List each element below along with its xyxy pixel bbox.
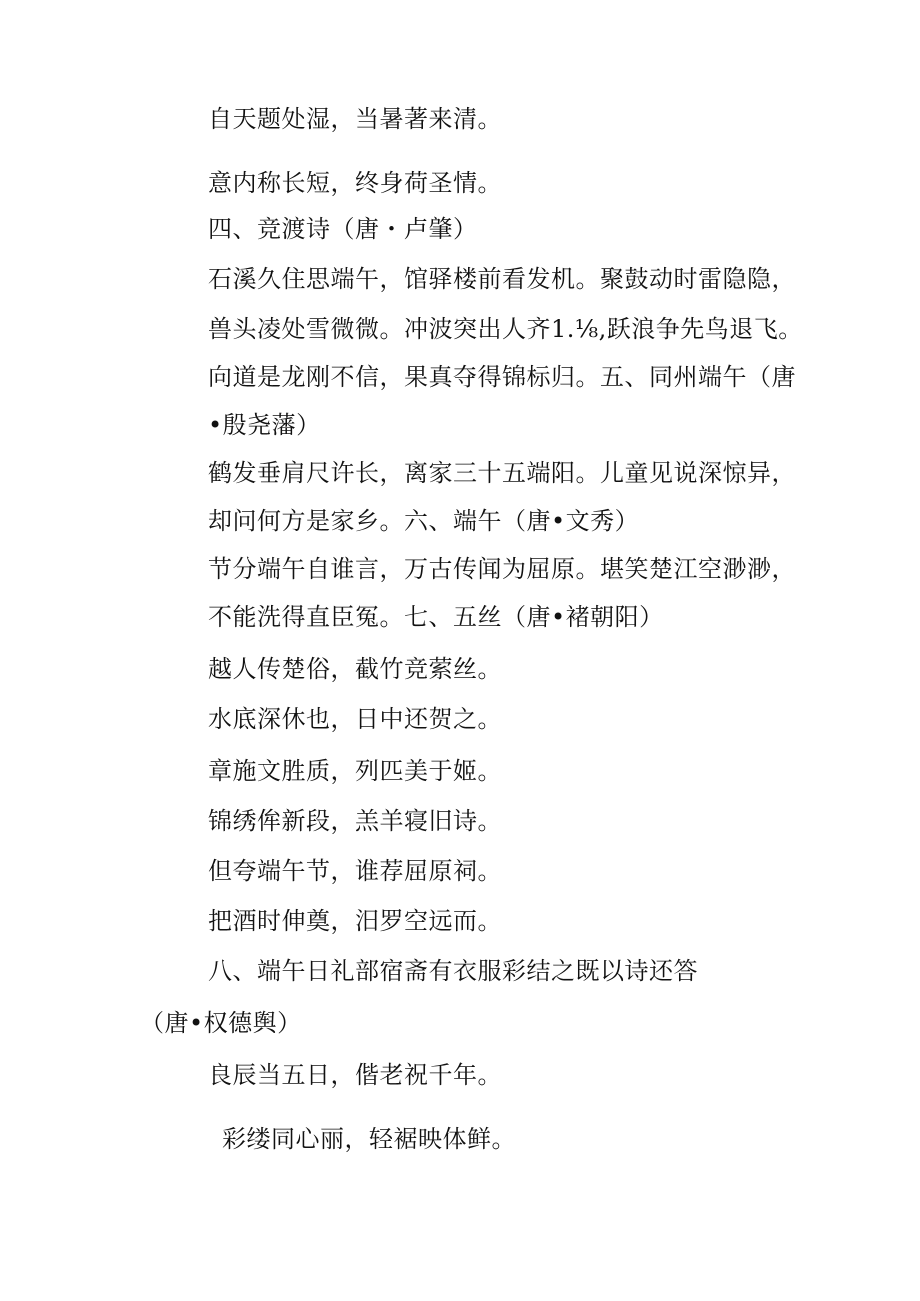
text-line: 章施文胜质，列匹美于姬。	[208, 757, 502, 785]
text-line: （唐•权德舆）	[140, 1009, 302, 1037]
text-line: 向道是龙刚不信，果真夺得锦标归。五、同州端午（唐	[208, 363, 796, 391]
text-line: 越人传楚俗，截竹竞萦丝。	[208, 655, 502, 683]
text-line: 石溪久住思端午，馆驿楼前看发机。聚鼓动时雷隐隐，	[208, 265, 796, 293]
text-line: 彩缕同心丽，轻裾映体鲜。	[222, 1125, 516, 1153]
text-line: 意内称长短，终身荷圣情。	[208, 169, 502, 197]
text-line: 自天题处湿，当暑著来清。	[208, 105, 502, 133]
text-line: •殷尧藩）	[208, 411, 321, 439]
section-heading: 八、端午日礼部宿斋有衣服彩结之既以诗还答	[208, 957, 698, 985]
text-line: 良辰当五日，偕老祝千年。	[208, 1061, 502, 1089]
text-line: 兽头凌处雪微微。冲波突出人齐1.⅛,跃浪争先鸟退飞。	[208, 315, 803, 343]
text-line: 但夸端午节，谁荐屈原祠。	[208, 857, 502, 885]
text-line: 锦绣侔新段，羔羊寝旧诗。	[208, 807, 502, 835]
text-line: 不能洗得直臣冤。七、五丝（唐•褚朝阳）	[208, 603, 664, 631]
text-line: 节分端午自谁言，万古传闻为屈原。堪笑楚江空渺渺，	[208, 555, 796, 583]
text-line: 把酒时伸奠，汨罗空远而。	[208, 907, 502, 935]
text-line: 水底深休也，日中还贺之。	[208, 705, 502, 733]
section-heading: 四、竞渡诗（唐・卢肇）	[208, 215, 478, 243]
text-line: 鹤发垂肩尺许长，离家三十五端阳。儿童见说深惊异，	[208, 459, 796, 487]
text-line: 却问何方是家乡。六、端午（唐•文秀）	[208, 507, 640, 535]
